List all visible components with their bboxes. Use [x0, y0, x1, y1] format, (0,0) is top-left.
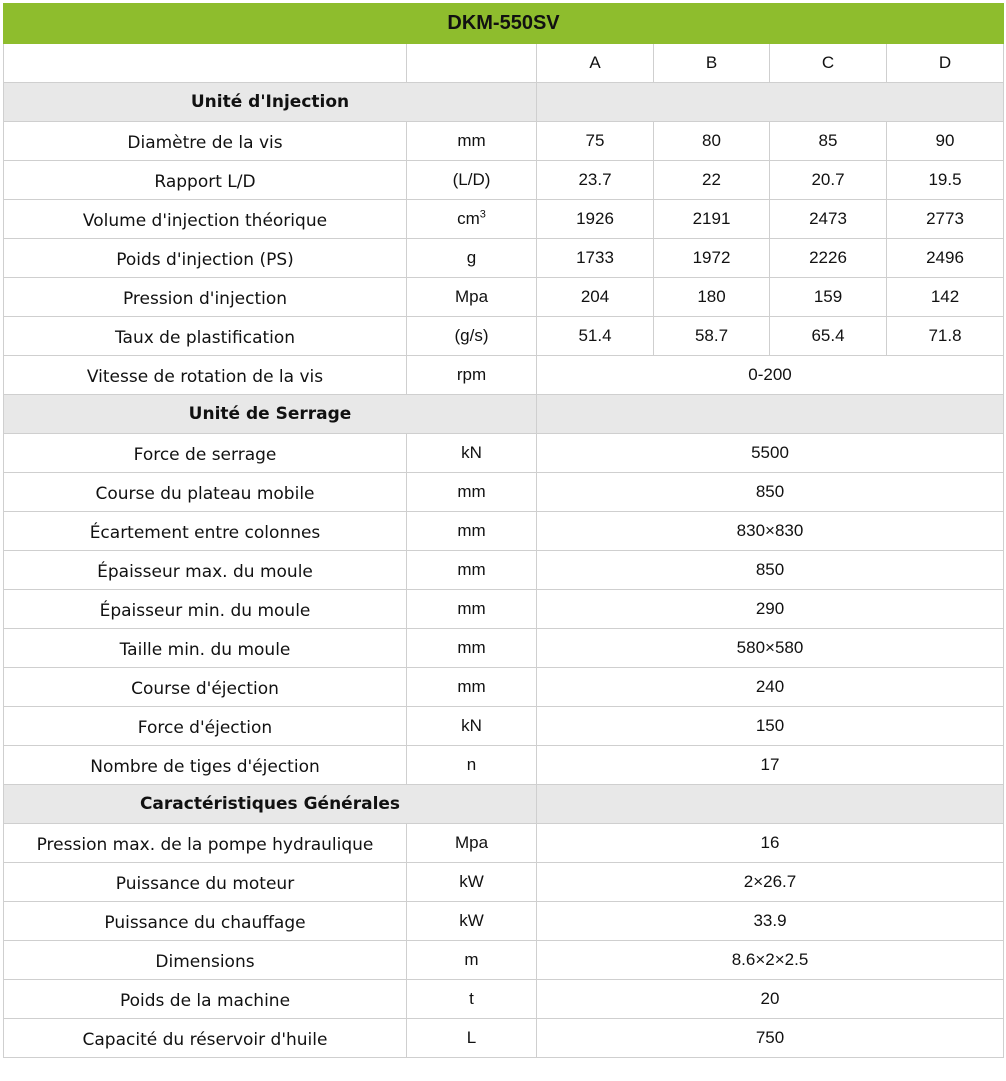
model-title: DKM-550SV [4, 4, 1004, 44]
shared-value-cell: 17 [537, 746, 1004, 785]
value-cell: 90 [887, 122, 1004, 161]
unit-label: mm [457, 482, 486, 501]
value-cell: 142 [887, 278, 1004, 317]
shared-value-cell: 0-200 [537, 356, 1004, 395]
table-row [4, 161, 1004, 200]
unit-label: mm [457, 599, 486, 618]
section-header-row [4, 785, 1004, 824]
parameter-name: Course du plateau mobile [4, 473, 407, 512]
table-row [4, 902, 1004, 941]
parameter-name: Épaisseur min. du moule [4, 590, 407, 629]
value-cell: 1733 [537, 239, 654, 278]
parameter-name: Épaisseur max. du moule [4, 551, 407, 590]
unit-cell [407, 1019, 537, 1058]
unit-label: (L/D) [452, 170, 491, 189]
unit-cell [407, 239, 537, 278]
spec-table [3, 3, 1004, 1058]
parameter-name: Taux de plastification [4, 317, 407, 356]
unit-label: mm [457, 638, 486, 657]
unit-label: g [466, 248, 477, 267]
parameter-name: Nombre de tiges d'éjection [4, 746, 407, 785]
unit-cell [407, 161, 537, 200]
unit-cell [407, 122, 537, 161]
unit-cell [407, 746, 537, 785]
table-row [4, 278, 1004, 317]
parameter-name: Diamètre de la vis [4, 122, 407, 161]
unit-label: mm [457, 131, 486, 150]
table-row [4, 122, 1004, 161]
unit-cell [407, 434, 537, 473]
section-title: Unité de Serrage [4, 395, 537, 434]
shared-value-cell: 20 [537, 980, 1004, 1019]
section-title: Caractéristiques Générales [4, 785, 537, 824]
unit-label: kW [459, 911, 484, 930]
table-row [4, 434, 1004, 473]
value-cell: 2226 [770, 239, 887, 278]
value-cell: 159 [770, 278, 887, 317]
unit-label: m [464, 950, 479, 969]
variant-header-d: D [887, 44, 1004, 83]
parameter-name: Course d'éjection [4, 668, 407, 707]
shared-value-cell: 850 [537, 551, 1004, 590]
shared-value-cell: 290 [537, 590, 1004, 629]
variant-header-c: C [770, 44, 887, 83]
unit-cell [407, 473, 537, 512]
parameter-name: Rapport L/D [4, 161, 407, 200]
unit-label: cm [457, 209, 480, 228]
unit-label: kW [459, 872, 484, 891]
parameter-name: Pression max. de la pompe hydraulique [4, 824, 407, 863]
empty-unit-header-cell [407, 44, 537, 83]
unit-label: t [469, 989, 474, 1008]
shared-value-cell: 2×26.7 [537, 863, 1004, 902]
parameter-name: Vitesse de rotation de la vis [4, 356, 407, 395]
section-header-row [4, 83, 1004, 122]
section-blank-cell [537, 395, 1004, 434]
value-cell: 2473 [770, 200, 887, 239]
unit-label: L [466, 1028, 477, 1047]
unit-label: mm [457, 677, 486, 696]
table-row [4, 1019, 1004, 1058]
variant-header-row [4, 44, 1004, 83]
shared-value-cell: 33.9 [537, 902, 1004, 941]
parameter-name: Poids d'injection (PS) [4, 239, 407, 278]
unit-label: kN [461, 443, 482, 462]
table-row [4, 200, 1004, 239]
table-row [4, 317, 1004, 356]
value-cell: 2773 [887, 200, 1004, 239]
section-title: Unité d'Injection [4, 83, 537, 122]
empty-header-cell [4, 44, 407, 83]
shared-value-cell: 5500 [537, 434, 1004, 473]
value-cell: 51.4 [537, 317, 654, 356]
value-cell: 71.8 [887, 317, 1004, 356]
unit-cell [407, 629, 537, 668]
unit-cell [407, 980, 537, 1019]
value-cell: 85 [770, 122, 887, 161]
parameter-name: Puissance du moteur [4, 863, 407, 902]
unit-cell [407, 512, 537, 551]
table-row [4, 590, 1004, 629]
shared-value-cell: 16 [537, 824, 1004, 863]
unit-label: rpm [456, 365, 487, 384]
table-row [4, 629, 1004, 668]
value-cell: 23.7 [537, 161, 654, 200]
value-cell: 2496 [887, 239, 1004, 278]
value-cell: 1926 [537, 200, 654, 239]
table-row [4, 239, 1004, 278]
unit-label: mm [457, 521, 486, 540]
value-cell: 20.7 [770, 161, 887, 200]
unit-label: mm [457, 560, 486, 579]
parameter-name: Écartement entre colonnes [4, 512, 407, 551]
unit-cell [407, 707, 537, 746]
table-row [4, 512, 1004, 551]
variant-header-b: B [654, 44, 770, 83]
table-row [4, 863, 1004, 902]
unit-cell [407, 668, 537, 707]
table-row [4, 941, 1004, 980]
parameter-name: Force de serrage [4, 434, 407, 473]
value-cell: 75 [537, 122, 654, 161]
shared-value-cell: 150 [537, 707, 1004, 746]
value-cell: 58.7 [654, 317, 770, 356]
parameter-name: Taille min. du moule [4, 629, 407, 668]
unit-superscript: 3 [479, 208, 486, 221]
table-row [4, 473, 1004, 512]
title-row [4, 4, 1004, 44]
shared-value-cell: 580×580 [537, 629, 1004, 668]
unit-cell [407, 590, 537, 629]
unit-label: Mpa [454, 833, 489, 852]
table-row [4, 551, 1004, 590]
value-cell: 65.4 [770, 317, 887, 356]
value-cell: 2191 [654, 200, 770, 239]
table-row [4, 746, 1004, 785]
unit-cell [407, 551, 537, 590]
parameter-name: Force d'éjection [4, 707, 407, 746]
section-blank-cell [537, 83, 1004, 122]
value-cell: 22 [654, 161, 770, 200]
parameter-name: Puissance du chauffage [4, 902, 407, 941]
unit-cell [407, 824, 537, 863]
unit-cell [407, 902, 537, 941]
section-blank-cell [537, 785, 1004, 824]
shared-value-cell: 830×830 [537, 512, 1004, 551]
table-row [4, 707, 1004, 746]
table-row [4, 668, 1004, 707]
value-cell: 180 [654, 278, 770, 317]
value-cell: 1972 [654, 239, 770, 278]
shared-value-cell: 240 [537, 668, 1004, 707]
unit-cell [407, 278, 537, 317]
shared-value-cell: 8.6×2×2.5 [537, 941, 1004, 980]
unit-label: Mpa [454, 287, 489, 306]
unit-cell [407, 356, 537, 395]
table-row [4, 980, 1004, 1019]
parameter-name: Dimensions [4, 941, 407, 980]
shared-value-cell: 750 [537, 1019, 1004, 1058]
unit-cell [407, 317, 537, 356]
parameter-name: Pression d'injection [4, 278, 407, 317]
section-header-row [4, 395, 1004, 434]
value-cell: 204 [537, 278, 654, 317]
unit-cell [407, 863, 537, 902]
unit-cell [407, 200, 537, 239]
unit-cell [407, 941, 537, 980]
unit-label: kN [461, 716, 482, 735]
value-cell: 19.5 [887, 161, 1004, 200]
unit-label: n [466, 755, 477, 774]
spec-table-body [4, 4, 1004, 1058]
unit-label: (g/s) [454, 326, 489, 345]
variant-header-a: A [537, 44, 654, 83]
table-row [4, 824, 1004, 863]
value-cell: 80 [654, 122, 770, 161]
shared-value-cell: 850 [537, 473, 1004, 512]
parameter-name: Volume d'injection théorique [4, 200, 407, 239]
parameter-name: Capacité du réservoir d'huile [4, 1019, 407, 1058]
parameter-name: Poids de la machine [4, 980, 407, 1019]
table-row [4, 356, 1004, 395]
